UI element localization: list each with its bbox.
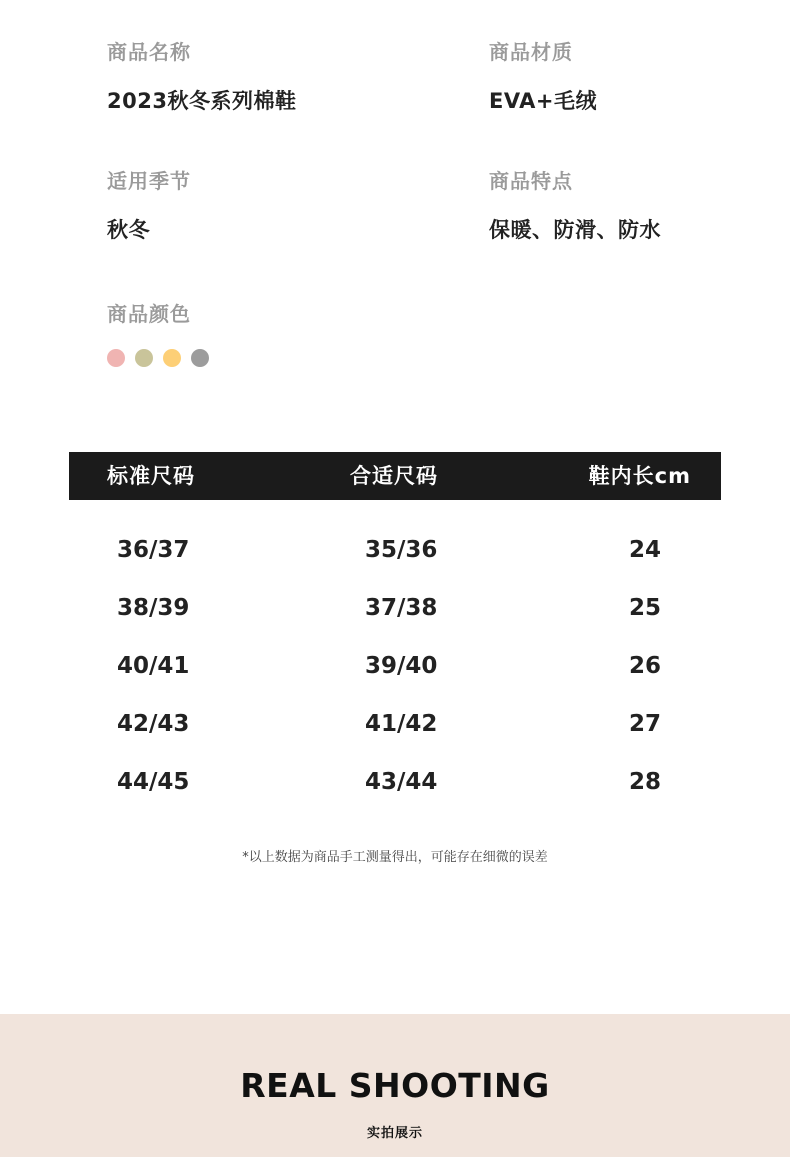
cell-fit-size: 37/38	[365, 595, 438, 621]
color-swatch[interactable]	[191, 349, 209, 367]
size-table-header	[69, 452, 721, 500]
spec-label: 商品材质	[489, 40, 573, 64]
spec-value: 秋冬	[107, 218, 150, 242]
real-shooting-banner	[0, 1014, 790, 1157]
color-swatches	[107, 349, 209, 367]
cell-fit-size: 39/40	[365, 653, 438, 679]
spec-color	[107, 298, 209, 367]
spec-value: 2023秋冬系列棉鞋	[107, 89, 297, 113]
section-title: REAL SHOOTING	[240, 1066, 550, 1105]
cell-standard-size: 42/43	[117, 711, 190, 737]
size-table	[69, 452, 721, 827]
spec-label: 商品特点	[489, 169, 573, 193]
table-row	[69, 769, 721, 827]
spec-label: 适用季节	[107, 169, 191, 193]
header-fit-size: 合适尺码	[350, 464, 438, 488]
spec-value: EVA+毛绒	[489, 89, 598, 113]
spec-product-name	[107, 36, 296, 115]
size-table-body	[69, 537, 721, 827]
cell-fit-size: 41/42	[365, 711, 438, 737]
section-subtitle: 实拍展示	[366, 1126, 423, 1141]
table-row	[69, 711, 721, 769]
cell-standard-size: 38/39	[117, 595, 190, 621]
spec-season	[107, 165, 191, 244]
spec-feature	[489, 165, 661, 244]
cell-fit-size: 43/44	[365, 769, 438, 795]
color-swatch[interactable]	[135, 349, 153, 367]
cell-inner-length: 25	[629, 595, 662, 621]
table-row	[69, 537, 721, 595]
spec-material	[489, 36, 597, 115]
table-row	[69, 595, 721, 653]
cell-standard-size: 36/37	[117, 537, 190, 563]
cell-inner-length: 27	[629, 711, 662, 737]
spec-label: 商品名称	[107, 40, 191, 64]
header-standard-size: 标准尺码	[107, 464, 195, 488]
header-inner-length: 鞋内长cm	[588, 464, 691, 488]
measurement-note: *以上数据为商品手工测量得出，可能存在细微的误差	[242, 850, 548, 865]
color-swatch[interactable]	[107, 349, 125, 367]
cell-inner-length: 28	[629, 769, 662, 795]
cell-standard-size: 44/45	[117, 769, 190, 795]
cell-inner-length: 26	[629, 653, 662, 679]
spec-label: 商品颜色	[107, 302, 191, 326]
cell-standard-size: 40/41	[117, 653, 190, 679]
color-swatch[interactable]	[163, 349, 181, 367]
cell-fit-size: 35/36	[365, 537, 438, 563]
cell-inner-length: 24	[629, 537, 662, 563]
spec-value: 保暖、防滑、防水	[489, 218, 661, 242]
table-row	[69, 653, 721, 711]
